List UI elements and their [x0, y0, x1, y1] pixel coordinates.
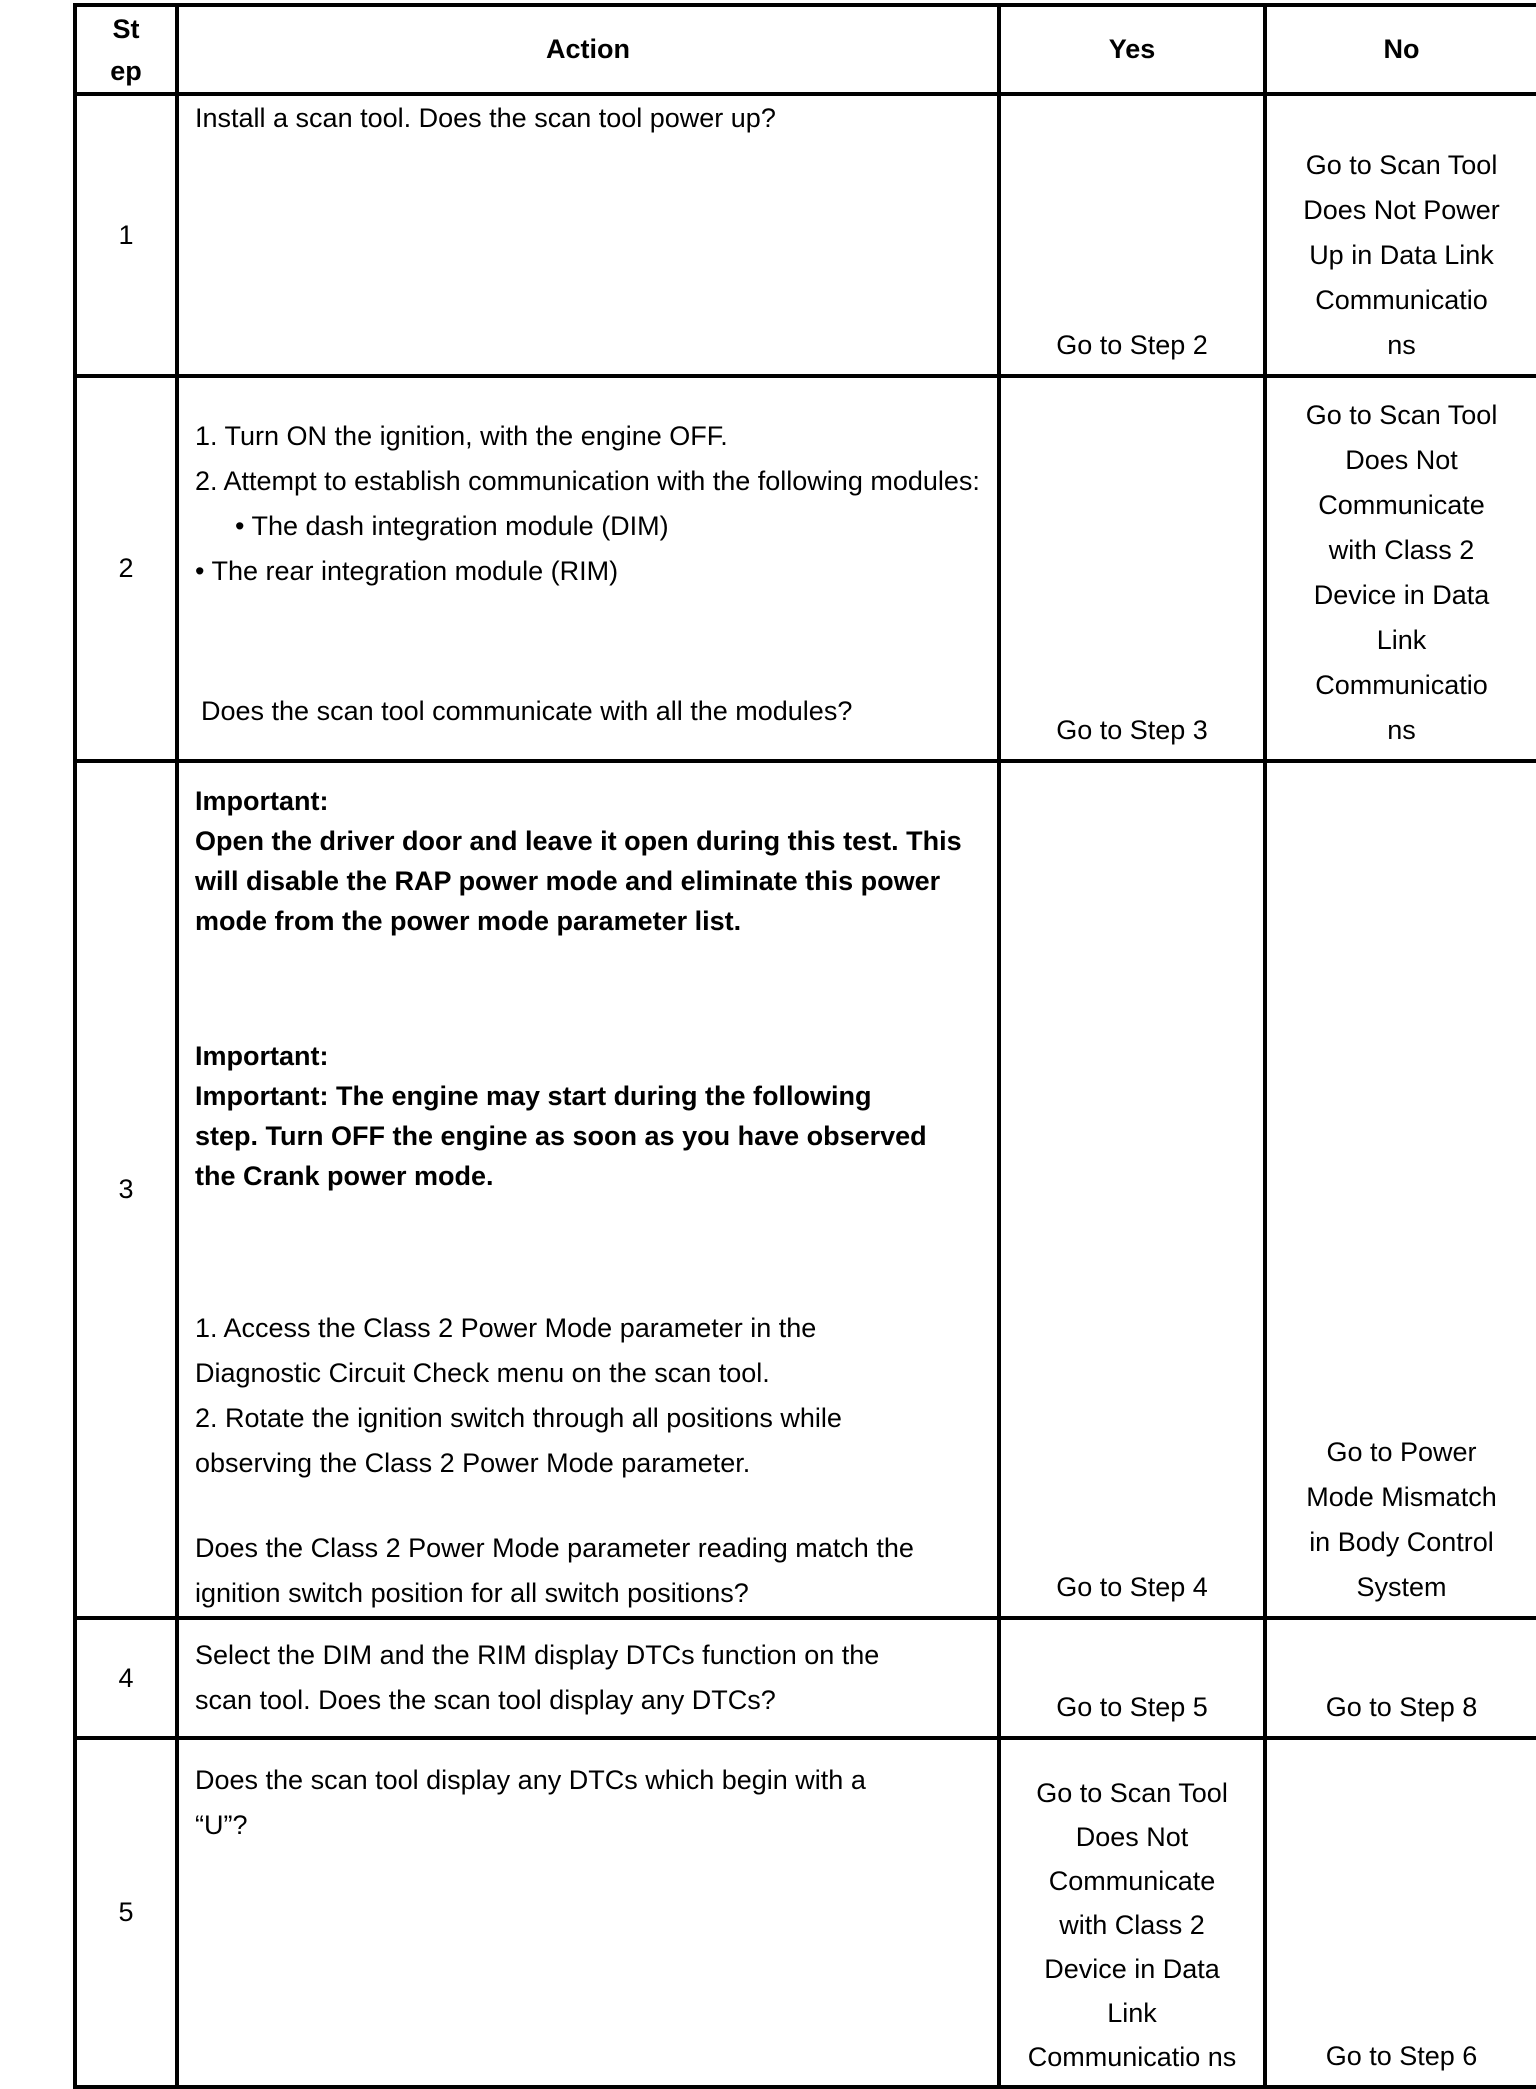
step-number: 1	[75, 94, 177, 376]
yes-link: Go to Step 2	[1056, 330, 1208, 360]
step-number: 3	[75, 761, 177, 1618]
list-item: 2. Rotate the ignition switch through all positions while observing the Class 2 Power Mode parameter.	[195, 1403, 842, 1478]
important-note: Open the driver door and leave it open during this test. This will disable the RAP power mode and eliminate this power mode from the power mode parameter list.	[195, 826, 962, 936]
yes-result	[999, 761, 1265, 1618]
yes-result	[999, 1738, 1265, 2087]
list-item: 1. Access the Class 2 Power Mode parameter in the Diagnostic Circuit Check menu on the scan tool.	[195, 1313, 817, 1388]
header-step: St ep	[75, 5, 177, 94]
no-result	[1265, 376, 1536, 761]
action-text	[177, 1618, 999, 1738]
list-item: 2. Attempt to establish communication with the following modules:	[195, 466, 980, 496]
no-result	[1265, 94, 1536, 376]
header-yes: Yes	[999, 5, 1265, 94]
table-row	[75, 761, 1536, 1618]
action-question: Does the scan tool communicate with all the modules?	[201, 696, 853, 726]
header-action: Action	[177, 5, 999, 94]
table-row	[75, 1738, 1536, 2087]
no-link: Go to Step 6	[1325, 2041, 1478, 2071]
action-question: Does the Class 2 Power Mode parameter reading match the ignition switch position for all switch positions?	[195, 1533, 914, 1608]
no-result	[1265, 1618, 1536, 1738]
yes-result	[999, 1618, 1265, 1738]
action-line: Select the DIM and the RIM display DTCs function on the scan tool. Does the scan tool display any DTCs?	[195, 1640, 880, 1715]
table-row	[75, 376, 1536, 761]
yes-link: Go to Step 4	[1056, 1572, 1208, 1602]
action-text	[177, 376, 999, 761]
no-result	[1265, 761, 1536, 1618]
no-link: Go to Scan Tool Does Not Communicate with Class 2 Device in Data Link Communicatio ns	[1305, 400, 1498, 745]
important-label: Important:	[195, 786, 329, 816]
no-link: Go to Step 8	[1325, 1692, 1478, 1722]
step-number: 4	[75, 1618, 177, 1738]
bullet-item: • The rear integration module (RIM)	[195, 556, 619, 586]
action-text	[177, 761, 999, 1618]
action-line: Install a scan tool. Does the scan tool power up?	[195, 103, 776, 133]
yes-link: Go to Scan Tool Does Not Communicate with Class 2 Device in Data Link Communicatio ns	[1027, 1778, 1237, 2072]
no-link: Go to Power Mode Mismatch in Body Control System	[1306, 1437, 1497, 1602]
step-number: 2	[75, 376, 177, 761]
yes-link: Go to Step 3	[1056, 715, 1208, 745]
important-label: Important:	[195, 1041, 329, 1071]
no-link: Go to Scan Tool Does Not Power Up in Data Link Communicatio ns	[1303, 150, 1500, 360]
action-text	[177, 94, 999, 376]
step-number: 5	[75, 1738, 177, 2087]
action-text	[177, 1738, 999, 2087]
yes-result	[999, 376, 1265, 761]
yes-result	[999, 94, 1265, 376]
table-row	[75, 94, 1536, 376]
yes-link: Go to Step 5	[1056, 1692, 1208, 1722]
header-row	[75, 5, 1536, 94]
no-result	[1265, 1738, 1536, 2087]
bullet-item: • The dash integration module (DIM)	[235, 511, 669, 541]
table-row	[75, 1618, 1536, 1738]
list-item: 1. Turn ON the ignition, with the engine OFF.	[195, 421, 728, 451]
action-line: Does the scan tool display any DTCs which begin with a “U”?	[195, 1765, 866, 1840]
diagnostic-table	[73, 3, 1536, 2089]
important-note: Important: The engine may start during the following step. Turn OFF the engine as soon as you have observed the Crank power mode.	[195, 1081, 927, 1191]
header-no: No	[1265, 5, 1536, 94]
